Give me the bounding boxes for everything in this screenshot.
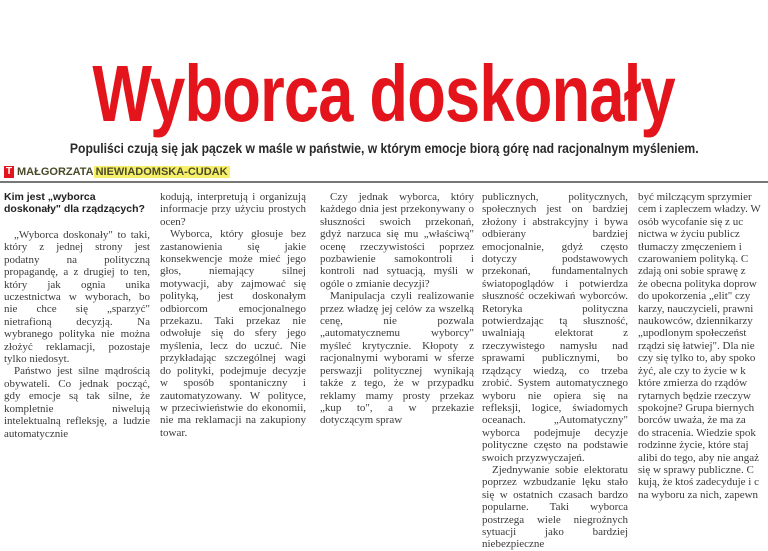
text-line: do stracenia. Wiedzie spok	[638, 426, 756, 439]
text-line: być milczącym sprzymier	[638, 191, 752, 203]
text-line: karzy, nauczycieli, prawni	[638, 302, 754, 315]
article-column-5	[638, 191, 768, 501]
publication-logo-icon: T	[5, 166, 13, 177]
paragraph: Państwo jest silne mądrością obywateli. Co jednak począć, gdy emocje są tak silne, że kompletnie niwelują intelektualną refleksję, a ludzie automatycznie	[4, 365, 150, 440]
text-line: kują, że ktoś zadecyduje i c	[638, 476, 759, 489]
text-line: osób wycofanie się z uc	[638, 215, 744, 228]
text-line: alibi do tego, aby nie angaż	[638, 451, 759, 464]
header-divider	[0, 181, 768, 183]
author-first-name: MAŁGORZATA	[17, 166, 94, 178]
text-line: zdają oni sobie sprawę z	[638, 265, 746, 278]
text-line: spokojne? Grupa biernych	[638, 401, 755, 414]
headline	[0, 48, 768, 140]
paragraph: Zjednywanie sobie elektoratu poprzez wzbudzanie lęku stało się w ostatnich czasach bardzo popularne. Taki wyborca postrzega wiele niegroźnych sytuacji jako bardziej niebezpieczne	[482, 463, 628, 551]
paragraph: kodują, interpretują i organizują informacje przy użyciu prostych ocen?	[160, 191, 306, 228]
byline	[4, 166, 230, 178]
text-line: które zmierza do rządów	[638, 377, 748, 390]
author-last-name: NIEWIADOMSKA-CUDAK	[95, 166, 228, 178]
paragraph: „Wyborca doskonały" to taki, który z jednej strony jest podatny na polityczną propagandę, a z drugiej to ten, który jak ognia unika uczestnictwa w wyborach, bo nie chce się „sparzyć" nietrafioną decyzją. Na wybranego polityka nie można złożyć reklamacji, pozostaje tylko niedosyt.	[4, 229, 150, 366]
subtitle-text: Populiści czują się jak pączek w maśle w państwie, w którym emocje biorą górę nad racjonalnym myśleniem.	[69, 141, 699, 156]
text-line: „upodlonym społeczeńst	[638, 327, 747, 340]
article-column-1	[4, 191, 150, 440]
paragraph: Wyborca, który głosuje bez zastanowienia się jakie konsekwencje może mieć jego głos, niemający silnej motywacji, aby zajmować się polityką, jest doskonałym odbiorcom emocjonalnego przekazu. Taki przekaz nie odwołuje się do sfery jego myślenia, lecz do uczuć. Nie przykładając szczególnej wagi do polityki, podejmuje decyzje w sposób spontaniczny i zautomatyzowany. W polityce, w przeciwieństwie do ekonomii, nie ma reklamacji na zakupiony towar.	[160, 228, 306, 439]
text-line: się w sprawy publiczne. C	[638, 463, 754, 476]
article-column-3	[320, 191, 474, 427]
paragraph: Czy jednak wyborca, który każdego dnia jest przekonywany o słuszności swoich przekonań, gdyż narzuca się mu „właściwą" ocenę rzeczywistości poprzez pozbawienie samokontroli i kontroli nad sytuacją, myśli w ogóle o zmianie decyzji?	[320, 191, 474, 290]
subtitle	[0, 140, 768, 158]
headline-text: Wyborca doskonały	[92, 49, 676, 138]
text-line: cem i zapleczem władzy. W	[638, 203, 761, 216]
text-line: rodzinne życie, które staj	[638, 439, 749, 452]
text-line: tłumaczy zmęczeniem i	[638, 240, 742, 253]
text-line: żyć, ale czy to życie w k	[638, 364, 746, 377]
text-line: rytarnych będzie rzeczyw	[638, 389, 751, 402]
text-line: na wyboru za nich, zapewn	[638, 488, 759, 501]
paragraph: Manipulacja czyli realizowanie przez władzę jej celów za wszelką cenę, nie pozwala „automatycznemu wyborcy" myśleć krytycznie. Kłopoty z racjonalnymi wyborami w sferze perswazji politycznej wynikają także z tego, że w przypadku reklamy mamy prosty przekaz „kup to", a w przekazie dotyczącym spraw	[320, 290, 474, 427]
text-line: nictwa w życiu publicz	[638, 228, 740, 241]
text-line: że obecna polityka doprow	[638, 277, 757, 290]
section-question: Kim jest „wyborca doskonały" dla rządzących?	[4, 191, 145, 215]
text-line: rządzi się łatwiej". Dla nie	[638, 339, 755, 352]
article-column-4	[482, 191, 628, 551]
text-line: borców uważa, że ma za	[638, 414, 746, 427]
text-line: czarowaniem polityką. C	[638, 253, 749, 266]
text-line: czy się tylko to, aby spoko	[638, 352, 756, 365]
article-column-2	[160, 191, 306, 439]
text-line: do upokorzenia „elit" czy	[638, 290, 751, 303]
text-line: naukowców, dziennikarzy	[638, 315, 753, 328]
paragraph: publicznych, politycznych, społecznych jest on bardziej złożony i abstrakcyjny i bywa odbierany bardziej emocjonalnie, gdyż często dotyczy podstawowych przekonań, fundamentalnych światopoglądów i potwierdza słuszność oczekiwań wyborców. Retoryka polityczna potwierdzając tą słuszność, uwalniają elektorat z rzeczywistego namysłu nad sprawami publicznymi, bo rządzący wiedzą, co trzeba zrobić. System automatycznego wyboru nie opiera się na refleksji, logice, świadomych oceanach. „Automatyczny" wyborca podejmuje decyzje polityczne często na podstawie swoich przyzwyczajeń.	[482, 191, 628, 464]
